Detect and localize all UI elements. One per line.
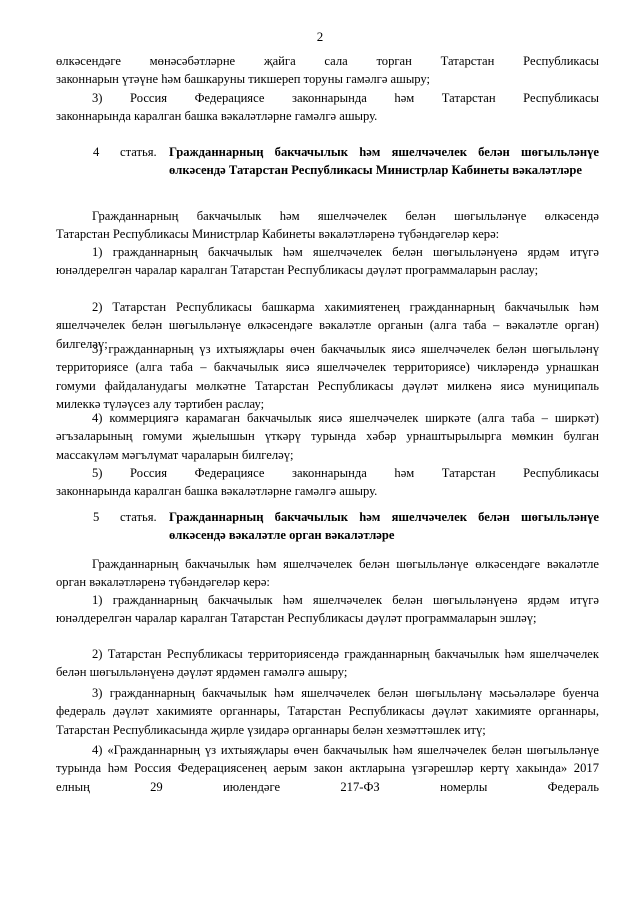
article-4-item-4: 4) коммерциягә карамаган бакчачылык яисә яшелчәчелек ширкәте (алга таба – ширкәт) әгъзаларының гомуми җыелышын үткәрү турында хәбәр урнаштырылырга мөмкин булган массакүләм мәгълүмат чараларын билгеләү; (56, 411, 599, 462)
article-5-number: 5 (93, 510, 100, 524)
article-5-item-3: 3) гражданнарның бакчачылык һәм яшелчәчелек белән шөгыльләнү мәсьәләләре буенча федераль дәүләт хакимияте органнары, Татарстан Республикасы дәүләт хакимияте органнары, Татарстан Республикасында җирле үзидарә органнары белән хезмәттәшлек итү; (56, 686, 599, 737)
article-4-item-2: 2) Татарстан Республикасы башкарма хакимиятенең гражданнарның бакчачылык һәм яшелчәчелек белән шөгыльләнүе өлкәсендәге вәкаләтле органын (алга таба – вәкаләтле орган) билгеләү; (56, 300, 599, 351)
article-5-label: статья. (120, 510, 157, 524)
article-5-title: Гражданнарның бакчачылык һәм яшелчәчелек белән шөгыльләнүе өлкәсендә вәкаләтле орган вәкаләтләре (169, 510, 599, 543)
article-5-item-2: 2) Татарстан Республикасы территориясендә гражданнарның бакчачылык һәм яшелчәчелек белән шөгыльләнүенә дәүләт ярдәмен гамәлгә ашыру; (56, 647, 599, 680)
intro-line-1: өлкәсендәге мөнәсәбәтләрне җайга сала торган Татарстан Республикасы (56, 54, 599, 68)
article-4-number: 4 (93, 145, 100, 159)
article-4-title: Гражданнарның бакчачылык һәм яшелчәчелек белән шөгыльләнүе өлкәсендә Татарстан Республикасы Министрлар Кабинеты вәкаләтләре (169, 145, 599, 178)
intro-line-2: законнарын үтәүне һәм башкаруны тикшереп торуны гамәлгә ашыру; (56, 72, 431, 86)
intro-item-3-line-2: законнарында каралган башка вәкаләтләрне гамәлгә ашыру. (56, 109, 378, 123)
article-4-lead-line-1: Гражданнарның бакчачылык һәм яшелчәчелек белән шөгыльләнүе өлкәсендә (92, 209, 599, 223)
article-4-item-5-line-2: законнарында каралган башка вәкаләтләрне гамәлгә ашыру. (56, 484, 378, 498)
intro-item-3-line-1: 3) Россия Федерациясе законнарында һәм Татарстан Республикасы (92, 91, 599, 105)
article-4-item-5-line-1: 5) Россия Федерациясе законнарында һәм Татарстан Республикасы (92, 466, 599, 480)
article-5-item-4: 4) «Гражданнарның үз ихтыяҗлары өчен бакчачылык һәм яшелчәчелек белән шөгыльләнүе турында һәм Россия Федерациясенең аерым закон актларына үзгәрешләр кертү хакында» 2017 елның 29 июлендәге 217-ФЗ номерлы Федераль (56, 743, 599, 794)
article-5-item-1: 1) гражданнарның бакчачылык һәм яшелчәчелек белән шөгыльләнүенә ярдәм итүгә юнәлдерелгән чаралар каралган Татарстан Республикасы дәүләт программаларын эшләү; (56, 593, 599, 626)
article-4-label: статья. (120, 145, 157, 159)
article-4-item-3: 3) гражданнарның үз ихтыяҗлары өчен бакчачылык яисә яшелчәчелек белән шөгыльләнү территориясе (алга таба – бакчачылык яисә яшелчәчелек территориясе) чикләрендә урнашкан гомуми файдаланудагы мөлкәтне Татарстан Республикасы дәүләт милкенә яисә муниципаль милеккә түләүсез алу тәртибен раслау; (56, 342, 599, 411)
article-4-item-1: 1) гражданнарның бакчачылык һәм яшелчәчелек белән шөгыльләнүенә ярдәм итүгә юнәлдерелгән чаралар каралган Татарстан Республикасы дәүләт программаларын раслау; (56, 245, 599, 278)
article-5-lead: Гражданнарның бакчачылык һәм яшелчәчелек белән шөгыльләнүе өлкәсендәге вәкаләтле орган вәкаләтләренә түбәндәгеләр керә: (56, 557, 599, 590)
article-4-lead-line-2: Татарстан Республикасы Министрлар Кабинеты вәкаләтләренә түбәндәгеләр керә: (56, 227, 500, 241)
page-number: 2 (316, 29, 324, 44)
